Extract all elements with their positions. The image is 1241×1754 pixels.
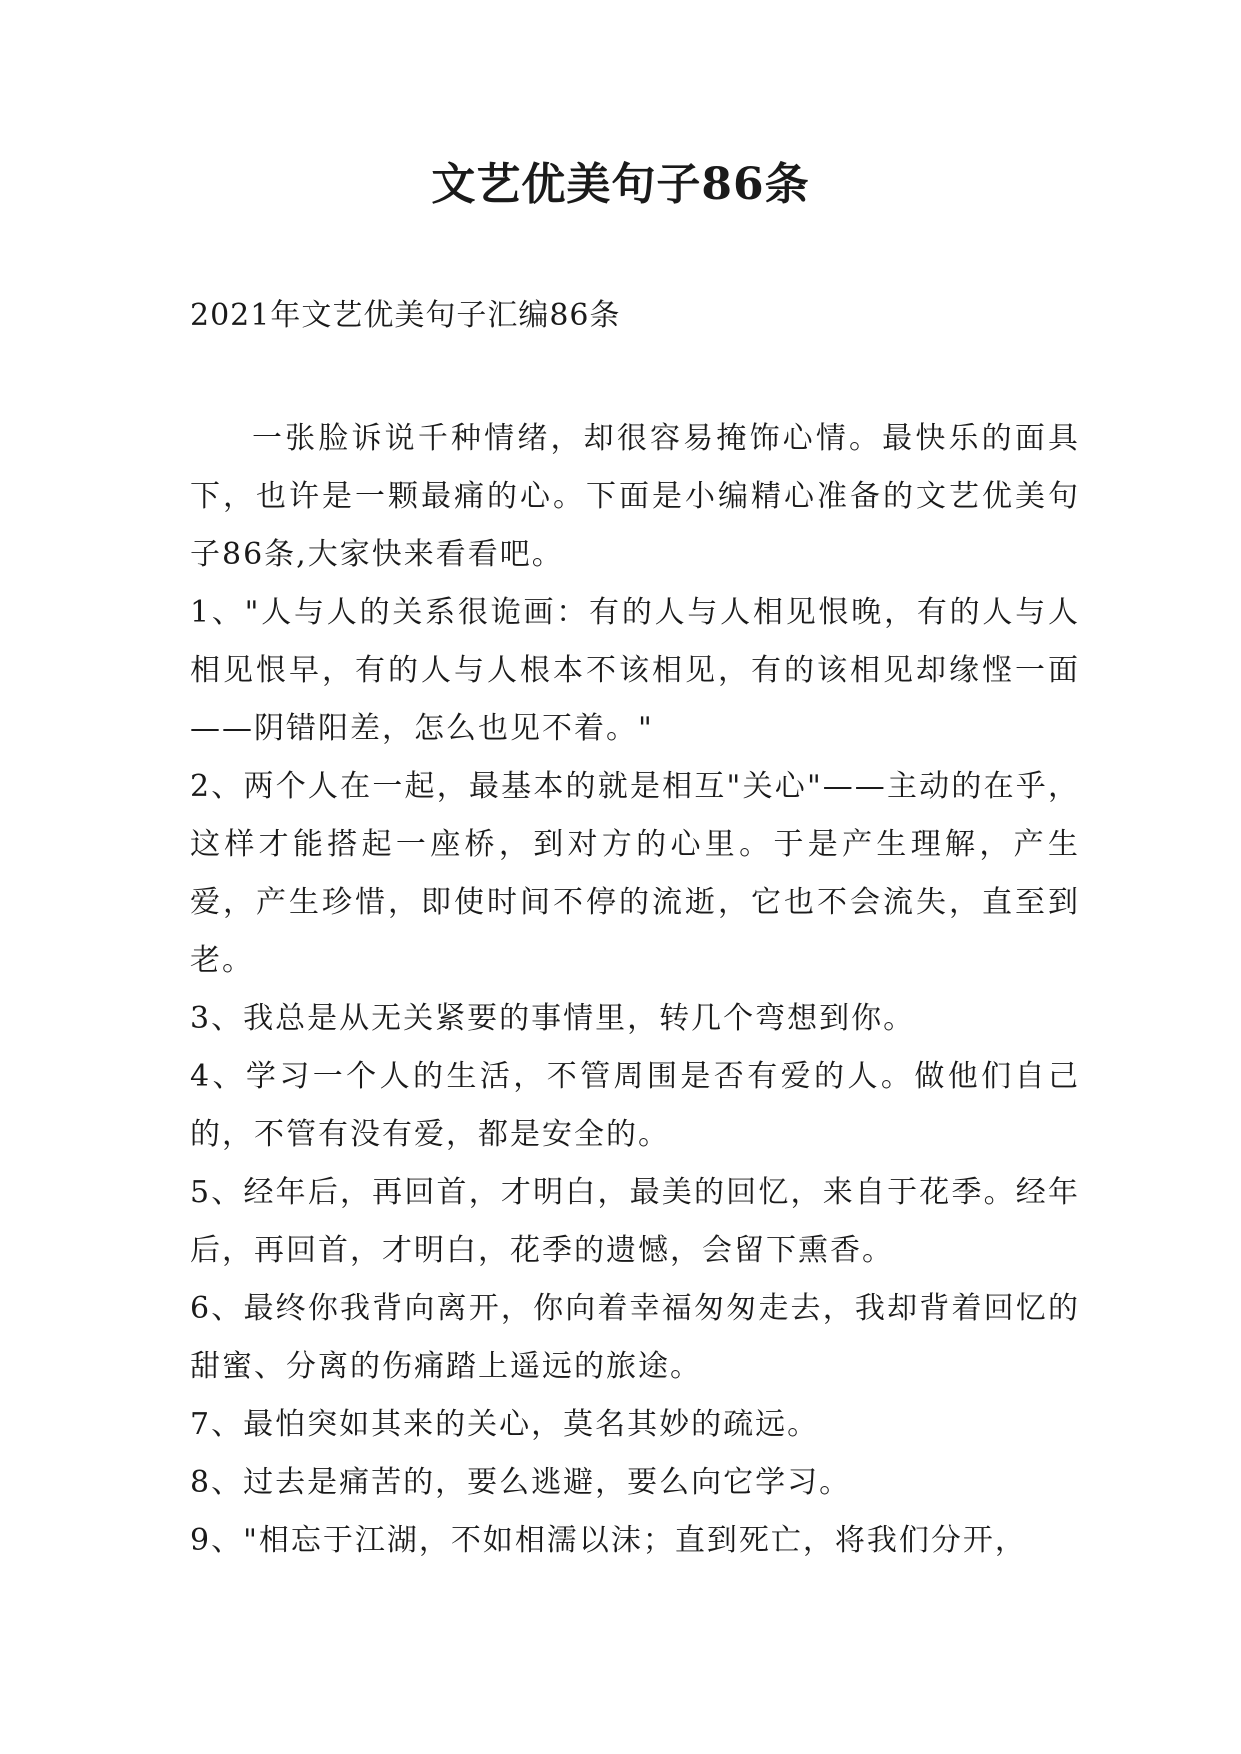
sentence-7: 7、最怕突如其来的关心，莫名其妙的疏远。 — [190, 1407, 820, 1442]
document-body — [190, 410, 1080, 1570]
document-title: 文艺优美句子86条 — [431, 159, 810, 210]
sentence-4: 4、学习一个人的生活，不管周围是否有爱的人。做他们自己的，不管有没有爱，都是安全的。 — [190, 1059, 1080, 1152]
sentence-5: 5、经年后，再回首，才明白，最美的回忆，来自于花季。经年后，再回首，才明白，花季的遗憾，会留下熏香。 — [190, 1175, 1080, 1268]
document-subtitle: 2021年文艺优美句子汇编86条 — [190, 298, 621, 333]
sentence-6: 6、最终你我背向离开，你向着幸福匆匆走去，我却背着回忆的甜蜜、分离的伤痛踏上遥远的旅途。 — [190, 1291, 1080, 1384]
sentence-1: 1、"人与人的关系很诡画：有的人与人相见恨晚，有的人与人相见恨早，有的人与人根本不该相见，有的该相见却缘悭一面——阴错阳差，怎么也见不着。" — [190, 595, 1080, 746]
sentence-8: 8、过去是痛苦的，要么逃避，要么向它学习。 — [190, 1465, 852, 1500]
intro-paragraph: 一张脸诉说千种情绪，却很容易掩饰心情。最快乐的面具下，也许是一颗最痛的心。下面是小编精心准备的文艺优美句子86条,大家快来看看吧。 — [190, 421, 1080, 572]
sentence-3: 3、我总是从无关紧要的事情里，转几个弯想到你。 — [190, 1001, 916, 1036]
sentence-9: 9、"相忘于江湖，不如相濡以沫；直到死亡，将我们分开， — [190, 1523, 1027, 1558]
sentence-2: 2、两个人在一起，最基本的就是相互"关心"——主动的在乎，这样才能搭起一座桥，到对方的心里。于是产生理解，产生爱，产生珍惜，即使时间不停的流逝，它也不会流失，直至到老。 — [190, 769, 1080, 978]
